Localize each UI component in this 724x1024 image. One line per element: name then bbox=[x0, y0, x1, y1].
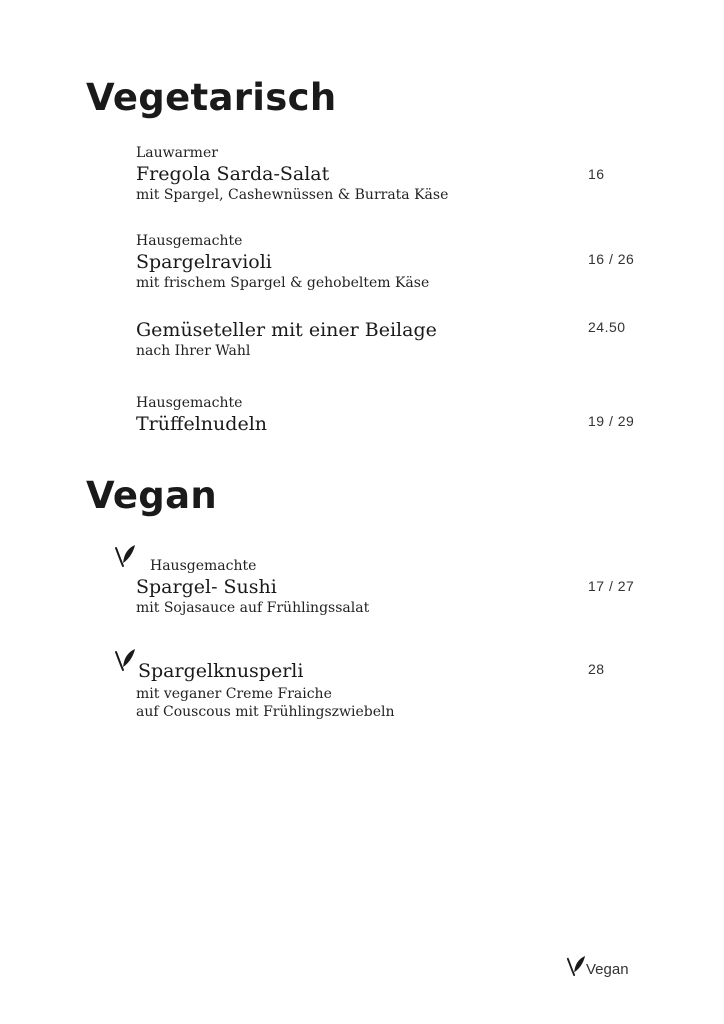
item-description: mit frischem Spargel & gehobeltem Käse bbox=[136, 275, 430, 291]
menu-item bbox=[138, 659, 698, 683]
menu-item bbox=[136, 144, 696, 204]
section-title-vegan: Vegan bbox=[86, 474, 217, 517]
item-price: 19 / 29 bbox=[588, 413, 635, 429]
vegan-legend bbox=[566, 954, 629, 978]
item-price: 24.50 bbox=[588, 319, 626, 335]
item-name: Spargelravioli bbox=[136, 251, 272, 273]
item-name: Spargel- Sushi bbox=[136, 576, 277, 598]
item-name: Fregola Sarda-Salat bbox=[136, 163, 330, 185]
item-price: 28 bbox=[588, 661, 605, 677]
item-price: 16 bbox=[588, 166, 605, 182]
item-price: 16 / 26 bbox=[588, 251, 635, 267]
item-description: mit Spargel, Cashewnüssen & Burrata Käse bbox=[136, 187, 449, 203]
item-name: Gemüseteller mit einer Beilage bbox=[136, 319, 437, 341]
vegan-leaf-icon bbox=[114, 544, 136, 568]
item-description: mit Sojasauce auf Frühlingssalat bbox=[136, 600, 370, 616]
menu-item bbox=[150, 557, 710, 575]
item-price: 17 / 27 bbox=[588, 578, 635, 594]
vegan-leaf-icon bbox=[566, 954, 586, 978]
item-name: Spargelknusperli bbox=[138, 660, 304, 682]
item-description: nach Ihrer Wahl bbox=[136, 343, 251, 359]
item-description-line: auf Couscous mit Frühlingszwiebeln bbox=[136, 704, 395, 720]
section-title-vegetarisch: Vegetarisch bbox=[86, 76, 337, 119]
menu-item bbox=[136, 685, 696, 721]
item-prefix: Hausgemachte bbox=[136, 233, 243, 249]
item-description-line: mit veganer Creme Fraiche bbox=[136, 686, 332, 702]
vegan-leaf-icon bbox=[114, 648, 136, 672]
legend-label: Vegan bbox=[586, 961, 629, 978]
item-prefix: Hausgemachte bbox=[136, 395, 243, 411]
item-prefix: Lauwarmer bbox=[136, 145, 218, 161]
item-prefix: Hausgemachte bbox=[150, 558, 257, 574]
item-name: Trüffelnudeln bbox=[136, 413, 268, 435]
